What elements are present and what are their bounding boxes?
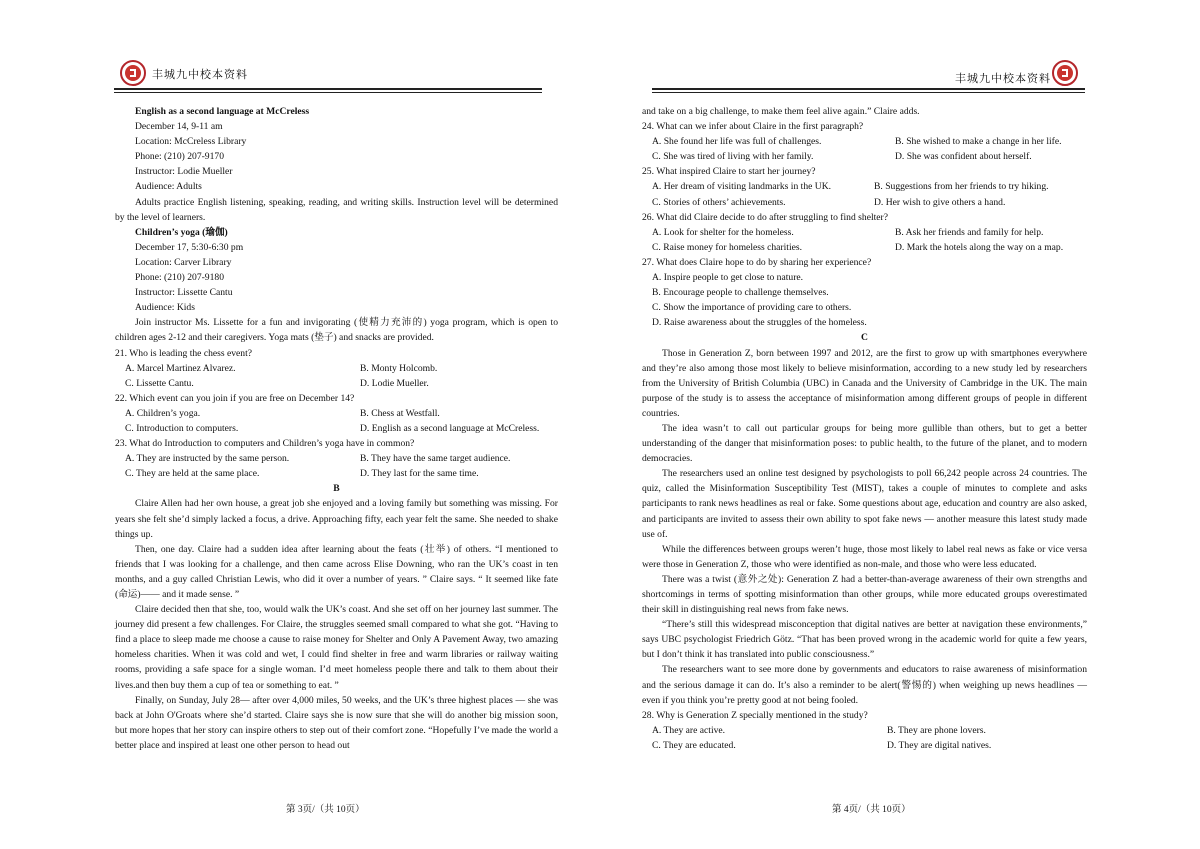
ad1-phone: Phone: (210) 207-9170 bbox=[135, 151, 224, 163]
passage-b-paragraph: Then, one day. Claire had a sudden idea after learning about the feats (壮举) of others. “I mentioned to friends that I was looking for a challenge, and then came across Elise Downing, who ran the UK’s coast in ten months, and a guy called Christian Lewis, who did it over a number of years. ” Claire says. “ It seemed like fate (命运)—— and it made sense. ” bbox=[115, 543, 558, 600]
q24-options-row2 bbox=[642, 149, 1087, 164]
q27-option-d: D. Raise awareness about the struggles of the homeless. bbox=[652, 317, 867, 329]
section-c-heading: C bbox=[861, 332, 868, 344]
ad2-title: Children’s yoga (瑜伽) bbox=[135, 226, 228, 238]
right-page bbox=[600, 0, 1200, 849]
passage-b-paragraph: Claire Allen had her own house, a great job she enjoyed and a loving family but something was missing. For years she felt she’d simply lacked a focus, a drive. Approaching fifty, each year felt the same. She needed to shake things up. bbox=[115, 498, 558, 540]
q24-option-d: D. She was confident about herself. bbox=[895, 151, 1032, 163]
q24-option-c: C. She was tired of living with her family. bbox=[652, 151, 814, 163]
q25-option-b: B. Suggestions from her friends to try hiking. bbox=[874, 181, 1049, 193]
passage-c-paragraph: The researchers want to see more done by governments and educators to raise awareness of misinformation and the serious damage it can do. It’s also a reminder to be alert(警惕的) when weighing up news headlines — even if you think you’re pretty good at not being fooled. bbox=[642, 664, 1087, 706]
q24-options-row1 bbox=[642, 134, 1087, 149]
q25-options-row1 bbox=[642, 179, 1087, 194]
q24-option-a: A. She found her life was full of challenges. bbox=[652, 136, 822, 148]
q28-options-row1 bbox=[642, 723, 1087, 738]
q26-option-c: C. Raise money for homeless charities. bbox=[652, 241, 803, 253]
q23-stem: 23. What do Introduction to computers and Children’s yoga have in common? bbox=[115, 438, 415, 450]
passage-c-paragraph: While the differences between groups weren’t huge, those most likely to label real news as fake or vice versa were those in Generation Z, those who were identified as non-male, and those who were less educated. bbox=[642, 543, 1087, 570]
q26-options-row1 bbox=[642, 225, 1087, 240]
q26-option-a: A. Look for shelter for the homeless. bbox=[652, 226, 794, 238]
q21-option-c: C. Lissette Cantu. bbox=[125, 377, 194, 389]
q23-option-a: A. They are instructed by the same person. bbox=[125, 453, 290, 465]
passage-c-paragraph: Those in Generation Z, born between 1997 and 2012, are the first to grow up with smartphones everywhere and they’re also among those most likely to believe misinformation, according to a new study led by researchers from the University of British Columbia (UBC) in Canada and the University of Cambridge in the UK. The main purpose of the study is to assess the acceptance of misinformation among different groups of people in different countries. bbox=[642, 347, 1087, 419]
q27-option-c: C. Show the importance of providing care to others. bbox=[652, 302, 852, 314]
q25-options-row2 bbox=[642, 195, 1087, 210]
section-b-heading: B bbox=[333, 483, 340, 495]
header-rule-thin bbox=[652, 92, 1085, 93]
passage-c-paragraph: The idea wasn’t to call out particular groups for being more gullible than others, but to get a better understanding of the danger that misinformation poses: to public health, to the future of the planet, and to modern democracies. bbox=[642, 422, 1087, 465]
q21-option-d: D. Lodie Mueller. bbox=[360, 377, 429, 389]
ad1-title: English as a second language at McCreless bbox=[135, 106, 310, 117]
header-rule bbox=[652, 88, 1085, 90]
q23-option-d: D. They last for the same time. bbox=[360, 468, 479, 480]
q22-options-row2 bbox=[115, 421, 558, 436]
page-footer-left: 第 3页/（共 10页） bbox=[286, 805, 365, 815]
q28-option-d: D. They are digital natives. bbox=[887, 739, 992, 751]
q26-stem: 26. What did Claire decide to do after struggling to find shelter? bbox=[642, 211, 888, 223]
ad2-audience: Audience: Kids bbox=[135, 302, 195, 314]
ad1-description: Adults practice English listening, speaking, reading, and writing skills. Instruction level will be determined by the level of learners. bbox=[115, 196, 558, 223]
q23-option-b: B. They have the same target audience. bbox=[360, 453, 511, 465]
q27-stem: 27. What does Claire hope to do by sharing her experience? bbox=[642, 256, 872, 268]
header-school-name: 丰城九中校本资料 bbox=[152, 69, 248, 81]
q24-stem: 24. What can we infer about Claire in the first paragraph? bbox=[642, 121, 864, 133]
ad1-audience: Audience: Adults bbox=[135, 181, 202, 193]
school-logo-icon bbox=[120, 60, 146, 86]
left-content bbox=[115, 104, 558, 753]
q26-options-row2 bbox=[642, 240, 1087, 255]
q21-stem: 21. Who is leading the chess event? bbox=[115, 347, 253, 359]
ad2-location: Location: Carver Library bbox=[135, 256, 232, 268]
ad1-date: December 14, 9-11 am bbox=[135, 121, 223, 133]
q24-option-b: B. She wished to make a change in her life. bbox=[895, 136, 1062, 148]
q22-option-c: C. Introduction to computers. bbox=[125, 422, 239, 434]
q22-stem: 22. Which event can you join if you are free on December 14? bbox=[115, 392, 355, 404]
q21-option-a: A. Marcel Martinez Alvarez. bbox=[125, 362, 236, 374]
passage-c-paragraph: There was a twist (意外之处): Generation Z had a better-than-average awareness of their own strengths and shortcomings in terms of spotting misinformation than other groups, while more educated groups overestimated their skill in distinguishing real news from fake news. bbox=[642, 573, 1087, 616]
q25-option-a: A. Her dream of visiting landmarks in the UK. bbox=[652, 181, 832, 193]
q23-option-c: C. They are held at the same place. bbox=[125, 468, 260, 480]
ad2-instructor: Instructor: Lissette Cantu bbox=[135, 287, 233, 299]
ad2-phone: Phone: (210) 207-9180 bbox=[135, 272, 224, 284]
q21-options-row1 bbox=[115, 361, 558, 376]
school-logo-icon bbox=[1052, 60, 1078, 86]
page-footer-right: 第 4页/（共 10页） bbox=[832, 805, 911, 815]
q23-options-row1 bbox=[115, 451, 558, 466]
q21-option-b: B. Monty Holcomb. bbox=[360, 362, 438, 374]
header-rule bbox=[114, 88, 542, 90]
passage-b-paragraph: Finally, on Sunday, July 28— after over 4,000 miles, 50 weeks, and the UK’s three highest places — she was back at John O'Groats where she’d started. Claire says she is now sure that she will do another big mission soon, but more hopes that her story can inspire others to step out of their comfort zone. “Hopefully I’ve made the world a better place and inspired at least one other person to head out bbox=[115, 694, 558, 751]
q22-option-a: A. Children’s yoga. bbox=[125, 407, 201, 419]
q26-option-d: D. Mark the hotels along the way on a map. bbox=[895, 241, 1064, 253]
passage-b-ending: and take on a big challenge, to make them feel alive again.” Claire adds. bbox=[642, 106, 920, 117]
q28-option-a: A. They are active. bbox=[652, 724, 726, 736]
passage-c-paragraph: The researchers used an online test designed by psychologists to poll 66,242 people across 24 countries. The quiz, called the Misinformation Susceptibility Test (MIST), takes a couple of minutes to complete and asks participants to rank news headlines as real or fake. Some questions about age, education and country are also asked, and participants are invited to assess their own ability to spot fake news — another measure this latest study made use of. bbox=[642, 468, 1087, 540]
ad2-date: December 17, 5:30-6:30 pm bbox=[135, 241, 244, 253]
ad2-description: Join instructor Ms. Lissette for a fun and invigorating (使精力充沛的) yoga program, which is open to children ages 2-12 and their caregivers. Yoga mats (垫子) and snacks are provided. bbox=[115, 317, 558, 344]
q26-option-b: B. Ask her friends and family for help. bbox=[895, 226, 1044, 238]
header-school-name: 丰城九中校本资料 bbox=[955, 73, 1051, 85]
passage-b-paragraph: Claire decided then that she, too, would walk the UK’s coast. And she set off on her journey last summer. The journey did present a few challenges. For Claire, the struggles seemed small compared to what she got. “Having to find a place to sleep made me choose a cause to raise money for Shelter and Only A Pavement Away, two amazing homeless charities. When it was cold and wet, I could find shelter in free and warm libraries or railway waiting rooms, providing a safe space for a single woman. I’d meet homeless people there and talk to them about their lives.and then buy them a cup of tea or something to eat. ” bbox=[115, 604, 558, 691]
q25-option-d: D. Her wish to give others a hand. bbox=[874, 196, 1006, 208]
right-content bbox=[642, 104, 1087, 753]
q21-options-row2 bbox=[115, 376, 558, 391]
q28-option-b: B. They are phone lovers. bbox=[887, 724, 986, 736]
q23-options-row2 bbox=[115, 466, 558, 481]
q28-stem: 28. Why is Generation Z specially mentioned in the study? bbox=[642, 709, 868, 721]
q22-option-d: D. English as a second language at McCreless. bbox=[360, 422, 540, 434]
q27-option-a: A. Inspire people to get close to nature. bbox=[652, 272, 804, 284]
q27-option-b: B. Encourage people to challenge themselves. bbox=[652, 287, 829, 299]
q25-stem: 25. What inspired Claire to start her journey? bbox=[642, 166, 816, 178]
ad1-instructor: Instructor: Lodie Mueller bbox=[135, 166, 233, 178]
q28-options-row2 bbox=[642, 738, 1087, 753]
q22-options-row1 bbox=[115, 406, 558, 421]
passage-c-paragraph: “There’s still this widespread misconception that digital natives are better at navigation these environments,” says UBC psychologist Friedrich Götz. “That has been proved wrong in the academic world for quite a few years, but I don’t think it has translated into public consciousness.” bbox=[642, 619, 1087, 661]
ad1-location: Location: McCreless Library bbox=[135, 136, 247, 148]
q28-option-c: C. They are educated. bbox=[652, 739, 736, 751]
q22-option-b: B. Chess at Westfall. bbox=[360, 407, 440, 419]
header-rule-thin bbox=[114, 92, 542, 93]
q25-option-c: C. Stories of others’ achievements. bbox=[652, 196, 786, 208]
